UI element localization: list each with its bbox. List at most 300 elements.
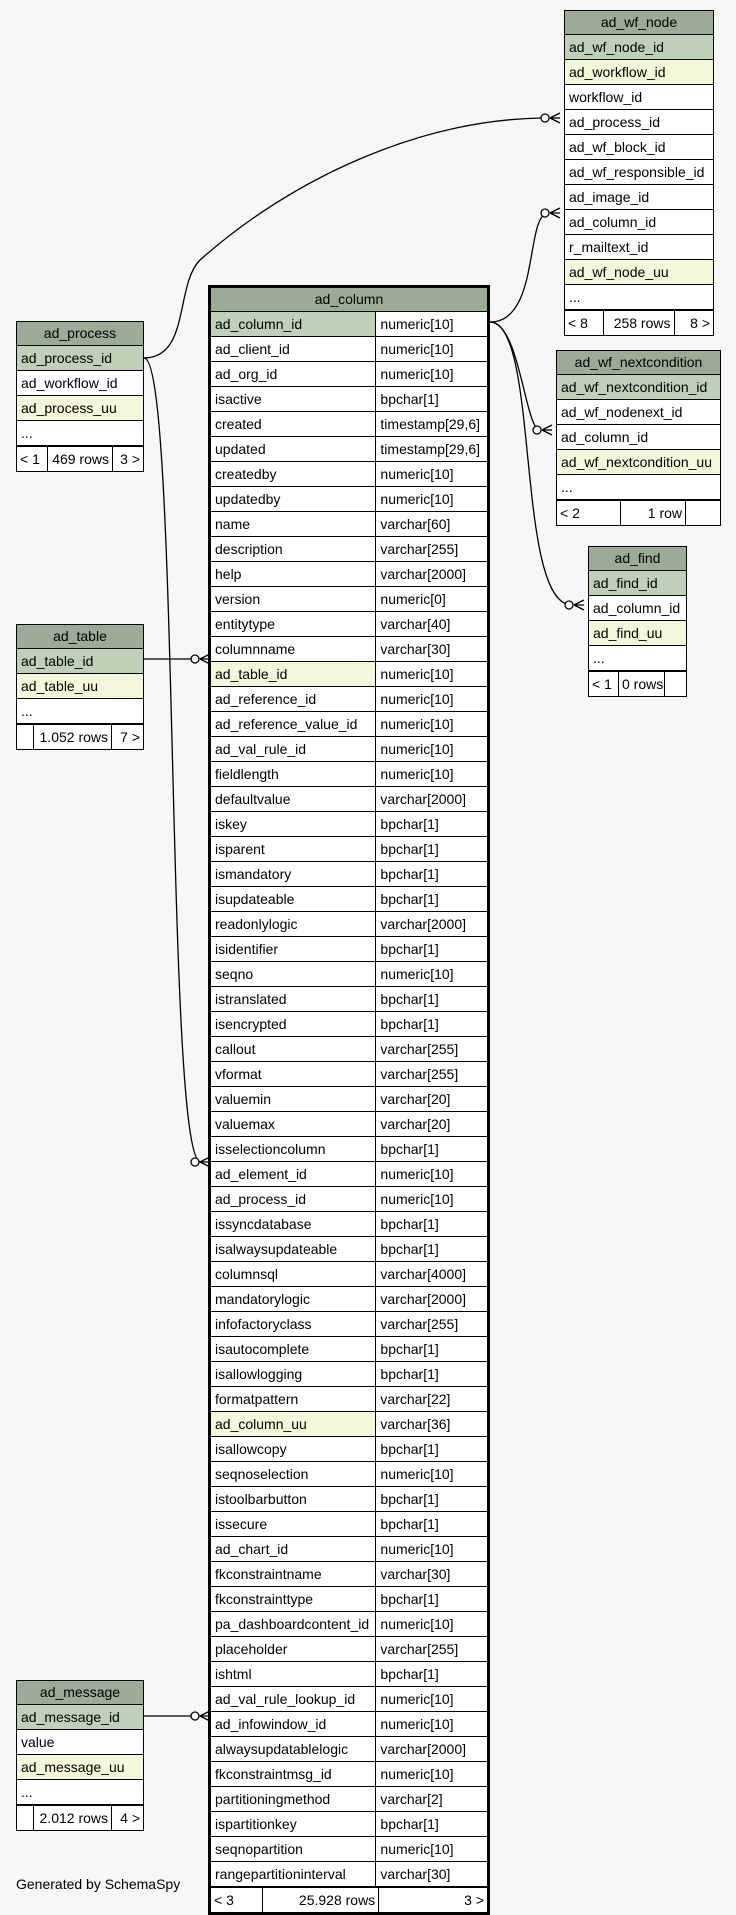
column-name: ishtml: [215, 1666, 252, 1682]
column-row[interactable]: [211, 1662, 487, 1687]
footer-children: 4 >: [111, 1806, 143, 1830]
column-name: isupdateable: [215, 891, 295, 907]
column-name: ad_wf_block_id: [569, 139, 666, 155]
column-name: ...: [21, 703, 33, 719]
column-type: varchar[2000]: [375, 912, 487, 936]
column-name: defaultvalue: [215, 791, 291, 807]
column-type: varchar[2000]: [375, 1287, 487, 1311]
column-row[interactable]: [211, 512, 487, 537]
column-type: numeric[10]: [375, 487, 487, 511]
column-name: ad_chart_id: [215, 1541, 289, 1557]
column-row[interactable]: [565, 210, 713, 235]
column-row[interactable]: [565, 35, 713, 60]
column-row[interactable]: [211, 1212, 487, 1237]
column-name: seqnoselection: [215, 1466, 309, 1482]
column-row[interactable]: [211, 1162, 487, 1187]
column-row[interactable]: [211, 1387, 487, 1412]
column-type: varchar[22]: [375, 1387, 487, 1411]
column-row[interactable]: [17, 674, 143, 699]
column-row[interactable]: [211, 812, 487, 837]
column-name: columnsql: [215, 1266, 279, 1282]
column-name: help: [215, 566, 242, 582]
column-type: numeric[10]: [375, 962, 487, 986]
column-type: bpchar[1]: [375, 1137, 487, 1161]
column-name: mandatorylogic: [215, 1291, 310, 1307]
column-row[interactable]: [211, 1587, 487, 1612]
column-row[interactable]: [211, 1037, 487, 1062]
column-name: readonlylogic: [215, 916, 298, 932]
column-type: bpchar[1]: [375, 1362, 487, 1386]
column-name: ad_wf_node_uu: [569, 264, 669, 280]
table-header: ad_table: [17, 625, 143, 649]
table-footer: [557, 500, 720, 525]
table-ad-process[interactable]: [16, 321, 144, 472]
column-name: columnname: [215, 641, 296, 657]
column-row[interactable]: [211, 637, 487, 662]
footer-children: [685, 501, 720, 525]
column-row[interactable]: [17, 421, 143, 446]
footer-rows: 469 rows: [47, 447, 112, 471]
column-name: ...: [561, 479, 573, 495]
column-row[interactable]: [211, 1312, 487, 1337]
column-name: ad_client_id: [215, 341, 290, 357]
column-type: numeric[10]: [375, 762, 487, 786]
column-name: formatpattern: [215, 1391, 299, 1407]
column-name: updatedby: [215, 491, 281, 507]
column-name: isallowcopy: [215, 1441, 287, 1457]
column-row[interactable]: [211, 1087, 487, 1112]
column-name: updated: [215, 441, 266, 457]
column-name: isidentifier: [215, 941, 279, 957]
table-ad-table[interactable]: [16, 624, 144, 750]
column-row[interactable]: [17, 649, 143, 674]
column-row[interactable]: [17, 371, 143, 396]
column-name: ad_wf_node_id: [569, 39, 664, 55]
column-row[interactable]: [211, 587, 487, 612]
column-name: ...: [21, 1784, 33, 1800]
column-type: numeric[10]: [375, 1537, 487, 1561]
column-row[interactable]: [565, 185, 713, 210]
column-type: bpchar[1]: [375, 937, 487, 961]
column-row[interactable]: [211, 912, 487, 937]
column-name: ...: [593, 650, 605, 666]
column-row[interactable]: [211, 1012, 487, 1037]
column-name: ad_workflow_id: [21, 375, 118, 391]
column-type: numeric[10]: [375, 1612, 487, 1636]
column-name: ad_table_id: [215, 666, 288, 682]
column-row[interactable]: [211, 1862, 487, 1887]
footer-children: 7 >: [111, 725, 143, 749]
column-row[interactable]: [211, 887, 487, 912]
column-name: ad_find_uu: [593, 625, 663, 641]
column-type: numeric[10]: [375, 1712, 487, 1736]
column-row[interactable]: [589, 646, 686, 671]
crowfoot-ad-find-ad-column: [565, 600, 584, 610]
column-name: ad_table_uu: [21, 678, 99, 694]
column-name: isencrypted: [215, 1016, 287, 1032]
column-type: bpchar[1]: [375, 1212, 487, 1236]
column-name: value: [21, 1734, 55, 1750]
column-type: varchar[255]: [375, 1312, 487, 1336]
column-type: numeric[0]: [375, 587, 487, 611]
column-type: varchar[255]: [375, 1037, 487, 1061]
column-type: varchar[40]: [375, 612, 487, 636]
footer-children: 3 >: [112, 447, 143, 471]
column-name: ad_org_id: [215, 366, 278, 382]
column-row[interactable]: [211, 1437, 487, 1462]
column-type: bpchar[1]: [375, 1437, 487, 1461]
column-name: workflow_id: [569, 89, 643, 105]
crowfoot-ad-wf-nextcondition-ad-column: [533, 425, 552, 435]
column-name: isactive: [215, 391, 262, 407]
column-row[interactable]: [565, 160, 713, 185]
column-type: bpchar[1]: [375, 812, 487, 836]
generated-by-footer: Generated by SchemaSpy: [16, 1876, 181, 1892]
column-name: isselectioncolumn: [215, 1141, 326, 1157]
column-row[interactable]: [557, 375, 720, 400]
column-row[interactable]: [211, 562, 487, 587]
column-name: rangepartitioninterval: [215, 1866, 346, 1882]
column-row[interactable]: [211, 662, 487, 687]
column-type: timestamp[29,6]: [375, 437, 487, 461]
column-row[interactable]: [211, 537, 487, 562]
column-name: infofactoryclass: [215, 1316, 312, 1332]
column-row[interactable]: [17, 699, 143, 724]
column-name: ad_workflow_id: [569, 64, 666, 80]
column-name: ad_val_rule_lookup_id: [215, 1691, 356, 1707]
column-row[interactable]: [589, 596, 686, 621]
footer-rows: 1.052 rows: [33, 725, 111, 749]
column-row[interactable]: [557, 425, 720, 450]
column-type: varchar[255]: [375, 1062, 487, 1086]
column-name: istranslated: [215, 991, 287, 1007]
column-name: ad_column_uu: [215, 1416, 307, 1432]
table-header: ad_column: [211, 288, 487, 312]
column-row[interactable]: [211, 1287, 487, 1312]
column-row[interactable]: [211, 712, 487, 737]
table-footer: [17, 446, 143, 471]
column-row[interactable]: [557, 475, 720, 500]
column-row[interactable]: [565, 60, 713, 85]
column-row[interactable]: [565, 85, 713, 110]
column-name: iskey: [215, 816, 247, 832]
column-name: created: [215, 416, 262, 432]
footer-parents: [17, 1806, 33, 1830]
column-type: varchar[30]: [375, 1562, 487, 1586]
footer-children: 8 >: [674, 311, 714, 335]
column-row[interactable]: [211, 1512, 487, 1537]
table-ad-message[interactable]: [16, 1680, 144, 1831]
table-header: ad_find: [589, 547, 686, 571]
column-row[interactable]: [211, 1537, 487, 1562]
column-row[interactable]: [211, 1187, 487, 1212]
column-row[interactable]: [211, 487, 487, 512]
table-footer: [589, 671, 686, 696]
column-row[interactable]: [211, 1137, 487, 1162]
column-row[interactable]: [211, 937, 487, 962]
column-type: varchar[36]: [375, 1412, 487, 1436]
column-row[interactable]: [211, 862, 487, 887]
column-row[interactable]: [17, 396, 143, 421]
column-type: varchar[2000]: [375, 1737, 487, 1761]
table-header: ad_message: [17, 1681, 143, 1705]
column-row[interactable]: [211, 1237, 487, 1262]
column-name: ad_reference_value_id: [215, 716, 358, 732]
column-type: bpchar[1]: [375, 1812, 487, 1836]
column-name: ad_message_id: [21, 1709, 120, 1725]
column-name: version: [215, 591, 261, 607]
column-name: ad_column_id: [593, 600, 681, 616]
column-name: issyncdatabase: [215, 1216, 312, 1232]
column-name: description: [215, 541, 283, 557]
column-row[interactable]: [211, 762, 487, 787]
column-type: varchar[4000]: [375, 1262, 487, 1286]
column-name: seqno: [215, 966, 254, 982]
column-name: placeholder: [215, 1641, 288, 1657]
column-type: bpchar[1]: [375, 862, 487, 886]
column-name: ad_reference_id: [215, 691, 317, 707]
column-type: varchar[30]: [375, 637, 487, 661]
column-row[interactable]: [17, 1705, 143, 1730]
column-type: numeric[10]: [375, 1687, 487, 1711]
column-type: numeric[10]: [375, 1162, 487, 1186]
column-row[interactable]: [211, 1337, 487, 1362]
table-footer: [17, 724, 143, 749]
column-row[interactable]: [211, 1112, 487, 1137]
table-header: ad_wf_nextcondition: [557, 351, 720, 375]
footer-rows: 1 row: [620, 501, 685, 525]
column-row[interactable]: [211, 1712, 487, 1737]
column-name: ad_column_id: [569, 214, 657, 230]
crowfoot-ad-wf-node-ad-process: [541, 113, 560, 123]
column-name: ad_process_id: [215, 1191, 307, 1207]
table-header: ad_process: [17, 322, 143, 346]
column-name: alwaysupdatablelogic: [215, 1741, 349, 1757]
column-row[interactable]: [565, 135, 713, 160]
column-type: numeric[10]: [375, 312, 487, 336]
table-footer: [17, 1805, 143, 1830]
column-row[interactable]: [565, 235, 713, 260]
column-type: varchar[2000]: [375, 562, 487, 586]
column-name: istoolbarbutton: [215, 1491, 307, 1507]
column-name: seqnopartition: [215, 1841, 303, 1857]
column-row[interactable]: [565, 285, 713, 310]
column-name: isalwaysupdateable: [215, 1241, 338, 1257]
column-row[interactable]: [17, 346, 143, 371]
column-name: ad_process_id: [569, 114, 661, 130]
table-footer: [211, 1887, 487, 1912]
column-name: vformat: [215, 1066, 262, 1082]
column-name: ad_table_id: [21, 653, 94, 669]
column-type: numeric[10]: [375, 362, 487, 386]
column-row[interactable]: [211, 387, 487, 412]
column-name: ad_wf_nodenext_id: [561, 404, 683, 420]
crowfoot-ad-wf-node-ad-column: [541, 208, 560, 218]
column-row[interactable]: [211, 1637, 487, 1662]
column-row[interactable]: [211, 1262, 487, 1287]
column-name: ad_wf_responsible_id: [569, 164, 705, 180]
column-row[interactable]: [589, 621, 686, 646]
column-name: pa_dashboardcontent_id: [215, 1616, 370, 1632]
column-type: numeric[10]: [375, 1837, 487, 1861]
table-ad-wf-node[interactable]: [564, 10, 714, 336]
column-row[interactable]: [211, 1812, 487, 1837]
column-row[interactable]: [211, 787, 487, 812]
column-name: partitioningmethod: [215, 1791, 331, 1807]
edge-ad-wf-nextcondition-ad-column: [490, 322, 540, 430]
column-row[interactable]: [211, 437, 487, 462]
column-row[interactable]: [211, 1062, 487, 1087]
column-row[interactable]: [211, 1462, 487, 1487]
column-name: createdby: [215, 466, 277, 482]
column-type: bpchar[1]: [375, 1237, 487, 1261]
column-type: bpchar[1]: [375, 1587, 487, 1611]
column-type: numeric[10]: [375, 737, 487, 761]
column-name: entitytype: [215, 616, 275, 632]
column-name: isparent: [215, 841, 265, 857]
column-type: bpchar[1]: [375, 987, 487, 1011]
column-name: issecure: [215, 1516, 268, 1532]
column-type: varchar[60]: [375, 512, 487, 536]
column-name: ad_message_uu: [21, 1759, 125, 1775]
column-row[interactable]: [557, 400, 720, 425]
column-row[interactable]: [211, 362, 487, 387]
column-type: bpchar[1]: [375, 1337, 487, 1361]
column-row[interactable]: [211, 1787, 487, 1812]
column-name: ...: [21, 425, 33, 441]
column-type: bpchar[1]: [375, 387, 487, 411]
column-name: callout: [215, 1041, 256, 1057]
column-name: fkconstraintmsg_id: [215, 1766, 332, 1782]
column-name: isautocomplete: [215, 1341, 310, 1357]
column-name: fieldlength: [215, 766, 279, 782]
column-type: varchar[255]: [375, 537, 487, 561]
column-row[interactable]: [211, 1687, 487, 1712]
column-type: varchar[255]: [375, 1637, 487, 1661]
footer-parents: < 3: [214, 1892, 234, 1908]
column-row[interactable]: [211, 1737, 487, 1762]
footer-rows: 2.012 rows: [33, 1806, 111, 1830]
column-row[interactable]: [557, 450, 720, 475]
column-type: bpchar[1]: [375, 1662, 487, 1686]
column-row[interactable]: [211, 1762, 487, 1787]
table-ad-column[interactable]: [208, 285, 490, 1915]
column-name: fkconstraintname: [215, 1566, 322, 1582]
column-row[interactable]: [211, 1487, 487, 1512]
column-name: ad_process_uu: [21, 400, 117, 416]
column-name: ...: [569, 289, 581, 305]
column-row[interactable]: [17, 1755, 143, 1780]
column-row[interactable]: [17, 1780, 143, 1805]
column-name: ismandatory: [215, 866, 292, 882]
column-type: bpchar[1]: [375, 1512, 487, 1536]
footer-parents: < 2: [560, 505, 580, 521]
column-name: ad_image_id: [569, 189, 650, 205]
column-name: ad_val_rule_id: [215, 741, 307, 757]
table-header: ad_wf_node: [565, 11, 713, 35]
footer-rows: 0 rows: [618, 672, 664, 696]
column-type: numeric[10]: [375, 1462, 487, 1486]
footer-children: [664, 672, 686, 696]
column-name: isallowlogging: [215, 1366, 303, 1382]
column-type: varchar[30]: [375, 1862, 487, 1886]
table-ad-find[interactable]: [588, 546, 687, 697]
column-row[interactable]: [211, 312, 487, 337]
column-row[interactable]: [211, 1412, 487, 1437]
column-name: valuemin: [215, 1091, 272, 1107]
edge-ad-column-ad-process: [144, 358, 200, 1162]
column-type: numeric[10]: [375, 1187, 487, 1211]
column-name: fkconstrainttype: [215, 1591, 314, 1607]
column-type: numeric[10]: [375, 337, 487, 361]
column-row[interactable]: [211, 1612, 487, 1637]
column-row[interactable]: [589, 571, 686, 596]
footer-rows: 25.928 rows: [262, 1888, 378, 1912]
column-name: ad_column_id: [561, 429, 649, 445]
column-type: bpchar[1]: [375, 1487, 487, 1511]
column-type: numeric[10]: [375, 462, 487, 486]
column-row[interactable]: [211, 987, 487, 1012]
column-name: ad_element_id: [215, 1166, 307, 1182]
column-type: varchar[20]: [375, 1112, 487, 1136]
table-ad-wf-nextcondition[interactable]: [556, 350, 721, 526]
column-type: numeric[10]: [375, 712, 487, 736]
column-type: bpchar[1]: [375, 887, 487, 911]
column-type: varchar[20]: [375, 1087, 487, 1111]
column-type: varchar[2]: [375, 1787, 487, 1811]
column-name: r_mailtext_id: [569, 239, 649, 255]
column-row[interactable]: [211, 962, 487, 987]
column-type: bpchar[1]: [375, 1012, 487, 1036]
column-row[interactable]: [211, 337, 487, 362]
column-row[interactable]: [211, 1837, 487, 1862]
column-row[interactable]: [211, 737, 487, 762]
table-footer: [565, 310, 713, 335]
column-type: bpchar[1]: [375, 837, 487, 861]
column-type: numeric[10]: [375, 1762, 487, 1786]
column-name: name: [215, 516, 251, 532]
column-row[interactable]: [211, 462, 487, 487]
column-row[interactable]: [565, 110, 713, 135]
column-row[interactable]: [211, 612, 487, 637]
column-type: varchar[2000]: [375, 787, 487, 811]
column-row[interactable]: [17, 1730, 143, 1755]
column-row[interactable]: [211, 1562, 487, 1587]
footer-parents: < 8: [568, 315, 588, 331]
column-name: ad_find_id: [593, 575, 658, 591]
column-row[interactable]: [211, 687, 487, 712]
column-row[interactable]: [211, 1362, 487, 1387]
column-name: ad_process_id: [21, 350, 113, 366]
column-type: timestamp[29,6]: [375, 412, 487, 436]
footer-parents: < 1: [20, 451, 40, 467]
footer-parents: [17, 725, 33, 749]
column-type: numeric[10]: [375, 662, 487, 686]
column-name: ad_wf_nextcondition_id: [561, 379, 708, 395]
column-row[interactable]: [211, 837, 487, 862]
column-name: ad_infowindow_id: [215, 1716, 327, 1732]
edge-ad-wf-node-ad-column: [490, 213, 548, 322]
column-name: valuemax: [215, 1116, 275, 1132]
footer-parents: < 1: [592, 676, 612, 692]
column-name: ad_column_id: [215, 316, 303, 332]
column-name: ad_wf_nextcondition_uu: [561, 454, 713, 470]
column-type: numeric[10]: [375, 687, 487, 711]
footer-rows: 258 rows: [603, 311, 674, 335]
column-row[interactable]: [211, 412, 487, 437]
column-row[interactable]: [565, 260, 713, 285]
column-name: ispartitionkey: [215, 1816, 297, 1832]
